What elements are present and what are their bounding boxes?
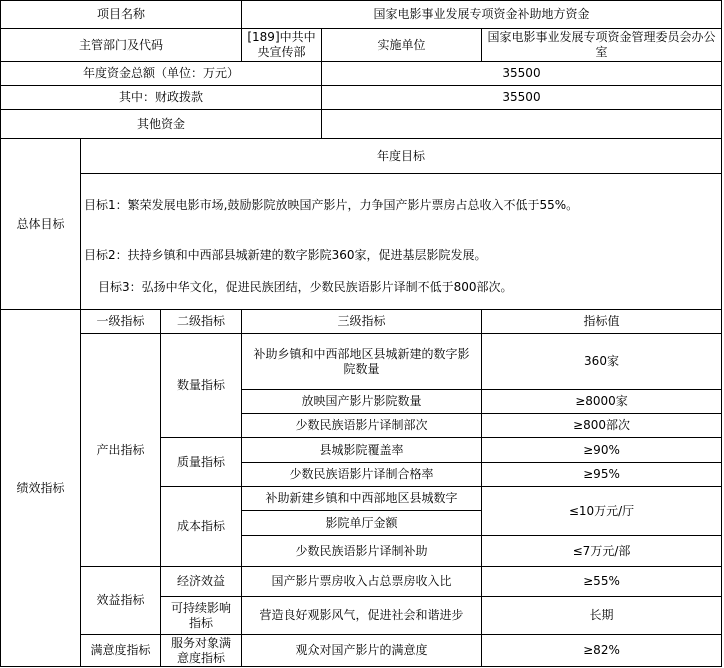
dept-label: 主管部门及代码 (0, 28, 242, 62)
s1-value: 长期 (481, 596, 722, 635)
c1-value: ≤10万元/厅 (481, 486, 722, 536)
fiscal-value: 35500 (321, 85, 722, 110)
total-value: 35500 (321, 61, 722, 86)
satisfaction-indicator-label: 满意度指标 (80, 634, 161, 667)
project-name-value: 国家电影事业发展专项资金补助地方资金 (241, 0, 722, 29)
econ-benefit-label: 经济效益 (160, 566, 242, 597)
header-level2: 二级指标 (160, 309, 242, 334)
qa1-name: 县城影院覆盖率 (241, 437, 482, 463)
qa2-name: 少数民族语影片译制合格率 (241, 462, 482, 487)
impl-value: 国家电影事业发展专项资金管理委员会办公室 (481, 28, 722, 62)
q2-value: ≥8000家 (481, 389, 722, 414)
quality-indicator-label: 质量指标 (160, 437, 242, 487)
total-label: 年度资金总额（单位：万元） (0, 61, 322, 86)
other-value (321, 109, 722, 139)
other-label: 其他资金 (0, 109, 322, 139)
c2-value: ≤7万元/部 (481, 535, 722, 567)
q2-name: 放映国产影片影院数量 (241, 389, 482, 414)
benefit-indicator-label: 效益指标 (80, 566, 161, 635)
goal-2: 目标2：扶持乡镇和中西部县城新建的数字影院360家，促进基层影院发展。 (84, 248, 487, 262)
sustain-label: 可持续影响指标 (160, 596, 242, 635)
project-name-label: 项目名称 (0, 0, 242, 29)
c2-name: 少数民族语影片译制补助 (241, 535, 482, 567)
dept-code: [189]中共中央宣传部 (241, 28, 322, 62)
perf-section-label: 绩效指标 (0, 309, 81, 667)
quantity-indicator-label: 数量指标 (160, 333, 242, 438)
c1a-name: 补助新建乡镇和中西部地区县城数字 (241, 486, 482, 511)
q1-value: 360家 (481, 333, 722, 390)
output-indicator-label: 产出指标 (80, 333, 161, 567)
header-level1: 一级指标 (80, 309, 161, 334)
goal-1: 目标1：繁荣发展电影市场,鼓励影院放映国产影片，力争国产影片票房占总收入不低于55%。 (84, 198, 579, 212)
qa2-value: ≥95% (481, 462, 722, 487)
sa1-name: 观众对国产影片的满意度 (241, 634, 482, 667)
sa1-value: ≥82% (481, 634, 722, 667)
impl-label: 实施单位 (321, 28, 482, 62)
annual-goal-title: 年度目标 (80, 138, 722, 174)
q1-name: 补助乡镇和中西部地区县城新建的数字影院数量 (241, 333, 482, 390)
e1-name: 国产影片票房收入占总票房收入比 (241, 566, 482, 597)
s1-name: 营造良好观影风气，促进社会和谐进步 (241, 596, 482, 635)
qa1-value: ≥90% (481, 437, 722, 463)
c1b-name: 影院单厅金额 (241, 510, 482, 536)
cost-indicator-label: 成本指标 (160, 486, 242, 567)
e1-value: ≥55% (481, 566, 722, 597)
q3-value: ≥800部次 (481, 413, 722, 438)
q3-name: 少数民族语影片译制部次 (241, 413, 482, 438)
goals-section-label: 总体目标 (0, 138, 81, 310)
header-level3: 三级指标 (241, 309, 482, 334)
header-value: 指标值 (481, 309, 722, 334)
fiscal-label: 其中：财政拨款 (0, 85, 322, 110)
service-satisfaction-label: 服务对象满意度指标 (160, 634, 242, 667)
goal-3: 目标3：弘扬中华文化，促进民族团结，少数民族语影片译制不低于800部次。 (98, 280, 513, 294)
